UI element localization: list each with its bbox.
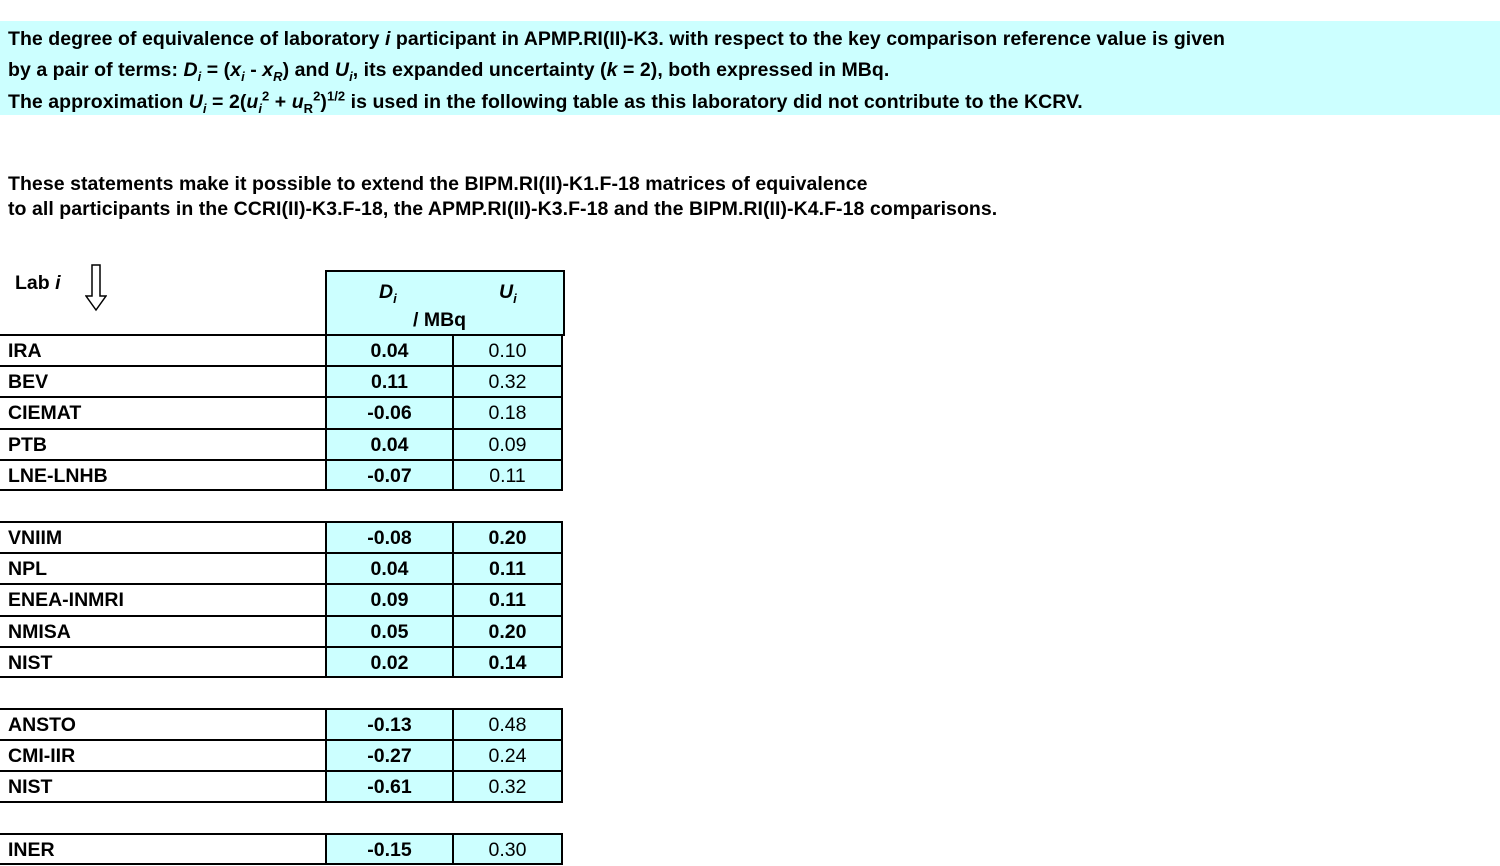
text: i	[55, 272, 61, 294]
u-value-cell: 0.20	[452, 521, 563, 552]
text: k	[606, 59, 618, 81]
lab-cell: ENEA-INMRI	[0, 583, 327, 614]
lab-cell: CIEMAT	[0, 396, 327, 427]
text: i	[258, 100, 263, 116]
lab-cell: ANSTO	[0, 708, 327, 739]
text: The degree of equivalence of laboratory	[8, 28, 385, 50]
lab-column-header	[15, 272, 61, 295]
lab-cell: VNIIM	[0, 521, 327, 552]
text: R	[303, 100, 314, 116]
d-value-cell: 0.05	[325, 615, 454, 646]
text: u	[291, 91, 304, 113]
column-header-d	[379, 281, 397, 304]
text: -	[244, 59, 263, 81]
lab-cell: IRA	[0, 334, 327, 365]
text: 2	[262, 88, 270, 104]
u-value-cell: 0.20	[452, 615, 563, 646]
d-value-cell: -0.27	[325, 739, 454, 770]
u-value-cell: 0.48	[452, 708, 563, 739]
text: i	[202, 100, 207, 116]
u-value-cell: 0.10	[452, 334, 563, 365]
lab-cell: LNE-LNHB	[0, 459, 327, 490]
text: D	[379, 281, 394, 303]
text: ) and	[282, 59, 335, 81]
d-value-cell: 0.09	[325, 583, 454, 614]
text: i	[393, 290, 397, 306]
lab-cell: BEV	[0, 365, 327, 396]
text: x	[230, 59, 242, 81]
text: by a pair of terms:	[8, 59, 184, 81]
u-value-cell: 0.24	[452, 739, 563, 770]
text: x	[262, 59, 274, 81]
text: = (	[201, 59, 231, 81]
d-value-cell: 0.04	[325, 334, 454, 365]
u-value-cell: 0.14	[452, 646, 563, 677]
table-group-border	[0, 676, 563, 678]
down-arrow-icon	[85, 264, 107, 312]
text: The approximation	[8, 91, 189, 113]
text: R	[273, 68, 283, 84]
intro-line-1	[8, 28, 1225, 51]
text: D	[183, 59, 198, 81]
text: +	[269, 91, 292, 113]
text: is used in the following table as this laboratory did not contribute to the KCRV.	[345, 91, 1083, 113]
d-value-cell: -0.15	[325, 833, 454, 864]
text: = 2), both expressed in MBq.	[617, 59, 890, 81]
u-value-cell: 0.32	[452, 365, 563, 396]
statement-line-2: to all participants in the CCRI(II)-K3.F-18, the APMP.RI(II)-K3.F-18 and the BIPM.RI(II)-K4.F-18 comparisons.	[8, 198, 998, 220]
text: = 2(	[206, 91, 247, 113]
u-value-cell: 0.18	[452, 396, 563, 427]
text: Lab	[15, 272, 56, 294]
u-value-cell: 0.11	[452, 583, 563, 614]
u-value-cell: 0.11	[452, 459, 563, 490]
text: i	[197, 68, 202, 84]
intro-panel	[0, 21, 1500, 115]
text: u	[246, 91, 259, 113]
table-group-border	[0, 801, 563, 803]
text: i	[241, 68, 245, 84]
text: i	[384, 28, 391, 50]
lab-cell: CMI-IIR	[0, 739, 327, 770]
text: U	[334, 59, 350, 81]
text: participant in APMP.RI(II)-K3. with respect to the key comparison reference value is given	[390, 28, 1226, 50]
d-value-cell: 0.04	[325, 552, 454, 583]
text: , its expanded uncertainty (	[352, 59, 607, 81]
d-value-cell: -0.06	[325, 396, 454, 427]
d-value-cell: -0.61	[325, 770, 454, 801]
u-value-cell: 0.11	[452, 552, 563, 583]
intro-line-3	[8, 88, 1083, 116]
text: 2	[313, 88, 321, 104]
d-value-cell: -0.07	[325, 459, 454, 490]
text: U	[499, 281, 514, 303]
d-value-cell: -0.08	[325, 521, 454, 552]
intro-line-2	[8, 59, 889, 82]
lab-cell: INER	[0, 833, 327, 864]
lab-cell: NPL	[0, 552, 327, 583]
d-value-cell: -0.13	[325, 708, 454, 739]
lab-cell: NIST	[0, 770, 327, 801]
text: U	[188, 91, 203, 113]
u-value-cell: 0.32	[452, 770, 563, 801]
text: i	[349, 68, 353, 84]
unit-label: / MBq	[413, 309, 467, 331]
d-value-cell: 0.02	[325, 646, 454, 677]
lab-cell: PTB	[0, 428, 327, 459]
text: )	[320, 91, 327, 113]
u-value-cell: 0.09	[452, 428, 563, 459]
table-group-border	[0, 489, 563, 491]
statement-line-1: These statements make it possible to extend the BIPM.RI(II)-K1.F-18 matrices of equivalence	[8, 173, 868, 195]
lab-cell: NMISA	[0, 615, 327, 646]
d-value-cell: 0.04	[325, 428, 454, 459]
text: i	[513, 290, 517, 306]
d-value-cell: 0.11	[325, 365, 454, 396]
u-value-cell: 0.30	[452, 833, 563, 864]
lab-cell: NIST	[0, 646, 327, 677]
text: 1/2	[326, 88, 346, 104]
column-header-u	[499, 281, 517, 304]
